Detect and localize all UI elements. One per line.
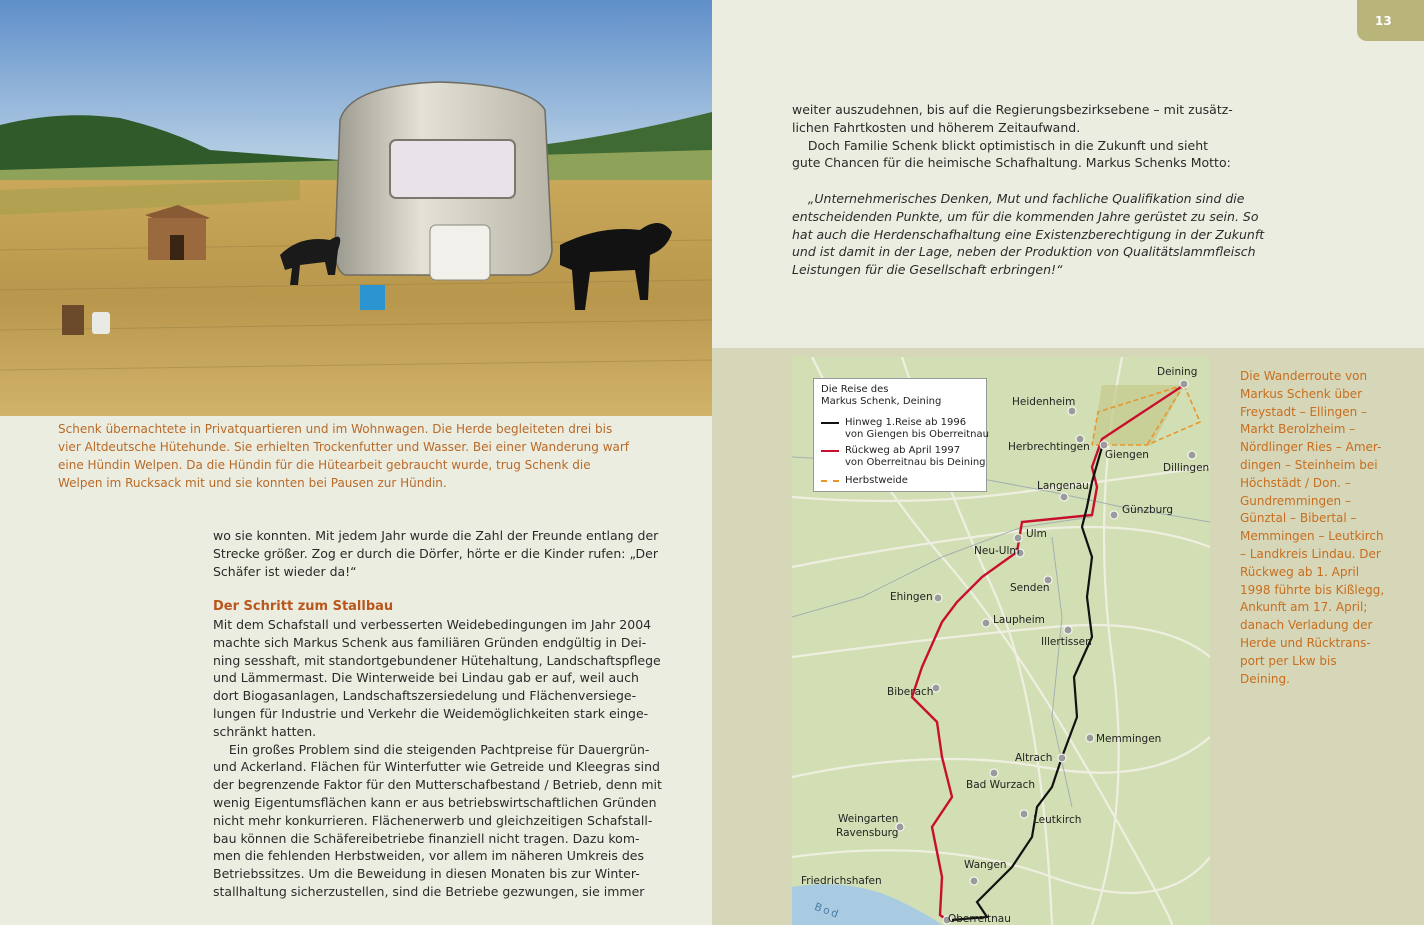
page-number: 13 [1357, 0, 1424, 41]
city-memmingen: Memmingen [1096, 733, 1162, 745]
city-friedrichshafen: Friedrichshafen [801, 875, 882, 887]
legend-title: Die Reise des Markus Schenk, Deining [821, 384, 942, 407]
motto-quote: „Unternehmerisches Denken, Mut und fachliche Qualifikation sind die entscheidenden Punkte, um für die kommenden Jahre gerüstet zu sein. So hat auch die Herdenschafhaltung eine Existenzberechtigung in der Zukunft und ist damit in der Lage, neben der Produktion von Qualitätslammfleisch Leistungen für die Gesellschaft erbringen!“ [792, 191, 1265, 278]
lake-label: Bod [812, 900, 842, 922]
city-altrach: Altrach [1015, 752, 1053, 764]
city-deining: Deining [1157, 366, 1198, 378]
city-herbrechtingen: Herbrechtingen [1008, 441, 1090, 453]
legend-swatch-red [821, 450, 839, 452]
left-body-paragraph-2: Mit dem Schafstall und verbesserten Weidebedingungen im Jahr 2004 machte sich Markus Schenk aus familiären Gründen endgültig in Dei- ning sesshaft, mit standortgebundener Hütehaltung, Landschaftspflege und Lämmermast. Die Winterweide bei Lindau gab er auf, weil auch dort Biogasanlagen, Landschaftszersiedelung und Flächenversiege- lungen für Industrie und Verkehr die Weidemöglichkeiten stark einge- schränkt hatten. Ein großes Problem sind die steigenden Pachtpreise für Dauergrün- und Ackerland. Flächen für Winterfutter wie Getreide und Kleegras sind der begrenzende Faktor für den Mutterschafbestand / Betrieb, denn mit wenig Eigentumsflächen kann er aus betriebswirtschaftlichen Gründen nicht mehr konkurrieren. Flächenerwerb und gleichzeitigen Schafstall- bau können die Schäfereibetriebe finanziell nicht tragen. Dazu kom- men die fehlenden Herbstweiden, vor allem im näheren Umkreis des Betriebssitzes. Um die Beweidung in diesen Monaten bis zur Winter- stallhaltung sicherzustellen, sind die Betriebe gezwungen, sie immer [213, 617, 662, 899]
map-caption: Die Wanderroute von Markus Schenk über Freystadt – Ellingen – Markt Berolzheim – Nördlinger Ries – Amer- dingen – Steinheim bei Höchstädt / Don. – Gundremmingen – Günztal – Bibertal – Memmingen – Leutkirch – Landkreis Lindau. Der Rückweg ab 1. April 1998 führte bis Kißlegg, Ankunft am 17. April; danach Verladung der Herde und Rücktrans- port per Lkw bis Deining. [1240, 369, 1385, 686]
city-weingarten-ravensburg: Weingarten Ravensburg [836, 813, 899, 839]
city-bad-wurzach: Bad Wurzach [966, 779, 1035, 791]
city-langenau: Langenau [1037, 480, 1089, 492]
legend-label: Hinweg 1.Reise ab 1996 von Giengen bis Oberreitnau [845, 417, 989, 440]
city-heidenheim: Heidenheim [1012, 396, 1076, 408]
photo-caption: Schenk übernachtete in Privatquartieren und im Wohnwagen. Die Herde begleiteten drei bis vier Altdeutsche Hütehunde. Sie erhielten Trockenfutter und Wasser. Bei einer Wanderung warf eine Hündin Welpen. Da die Hündin für die Hütearbeit gebraucht wurde, trug Schenk die Welpen im Rucksack mit und sie konnten bei Pausen zur Hündin. [58, 422, 630, 490]
city-wangen: Wangen [964, 859, 1007, 871]
legend-item-hinweg [821, 417, 989, 441]
city-giengen: Giengen [1105, 449, 1149, 461]
city-oberreitnau: Oberreitnau [948, 913, 1011, 925]
section-heading: Der Schritt zum Stallbau [213, 599, 394, 614]
city-ulm: Ulm [1026, 528, 1047, 540]
caravan-photo [0, 0, 712, 416]
legend-swatch-orange-dashed [821, 480, 839, 482]
city-illertissen: Illertissen [1041, 636, 1092, 648]
city-ehingen: Ehingen [890, 591, 933, 603]
legend-item-rueckweg [821, 445, 986, 469]
legend-item-herbstweide [821, 475, 908, 487]
legend-label: Rückweg ab April 1997 von Oberreitnau bis Deining [845, 445, 986, 468]
city-laupheim: Laupheim [993, 614, 1045, 626]
city-guenzburg: Günzburg [1122, 504, 1174, 516]
legend-swatch-black [821, 422, 839, 424]
city-senden: Senden [1010, 582, 1050, 594]
city-biberach: Biberach [887, 686, 934, 698]
left-body-paragraph-1: wo sie konnten. Mit jedem Jahr wurde die Zahl der Freunde entlang der Strecke größer. Zog er durch die Dörfer, hörte er die Kinder rufen: „Der Schäfer ist wieder da!“ [213, 528, 659, 579]
city-leutkirch: Leutkirch [1033, 814, 1082, 826]
legend-label: Herbstweide [845, 475, 908, 486]
map-legend [813, 378, 987, 492]
city-neu-ulm: Neu-Ulm [974, 545, 1020, 557]
right-body-paragraph-1: weiter auszudehnen, bis auf die Regierungsbezirksebene – mit zusätz- lichen Fahrtkosten und höherem Zeitaufwand. Doch Familie Schenk blickt optimistisch in die Zukunft und sieht gute Chancen für die heimische Schafhaltung. Markus Schenks Motto: [792, 102, 1233, 171]
city-dillingen: Dillingen [1163, 462, 1210, 474]
